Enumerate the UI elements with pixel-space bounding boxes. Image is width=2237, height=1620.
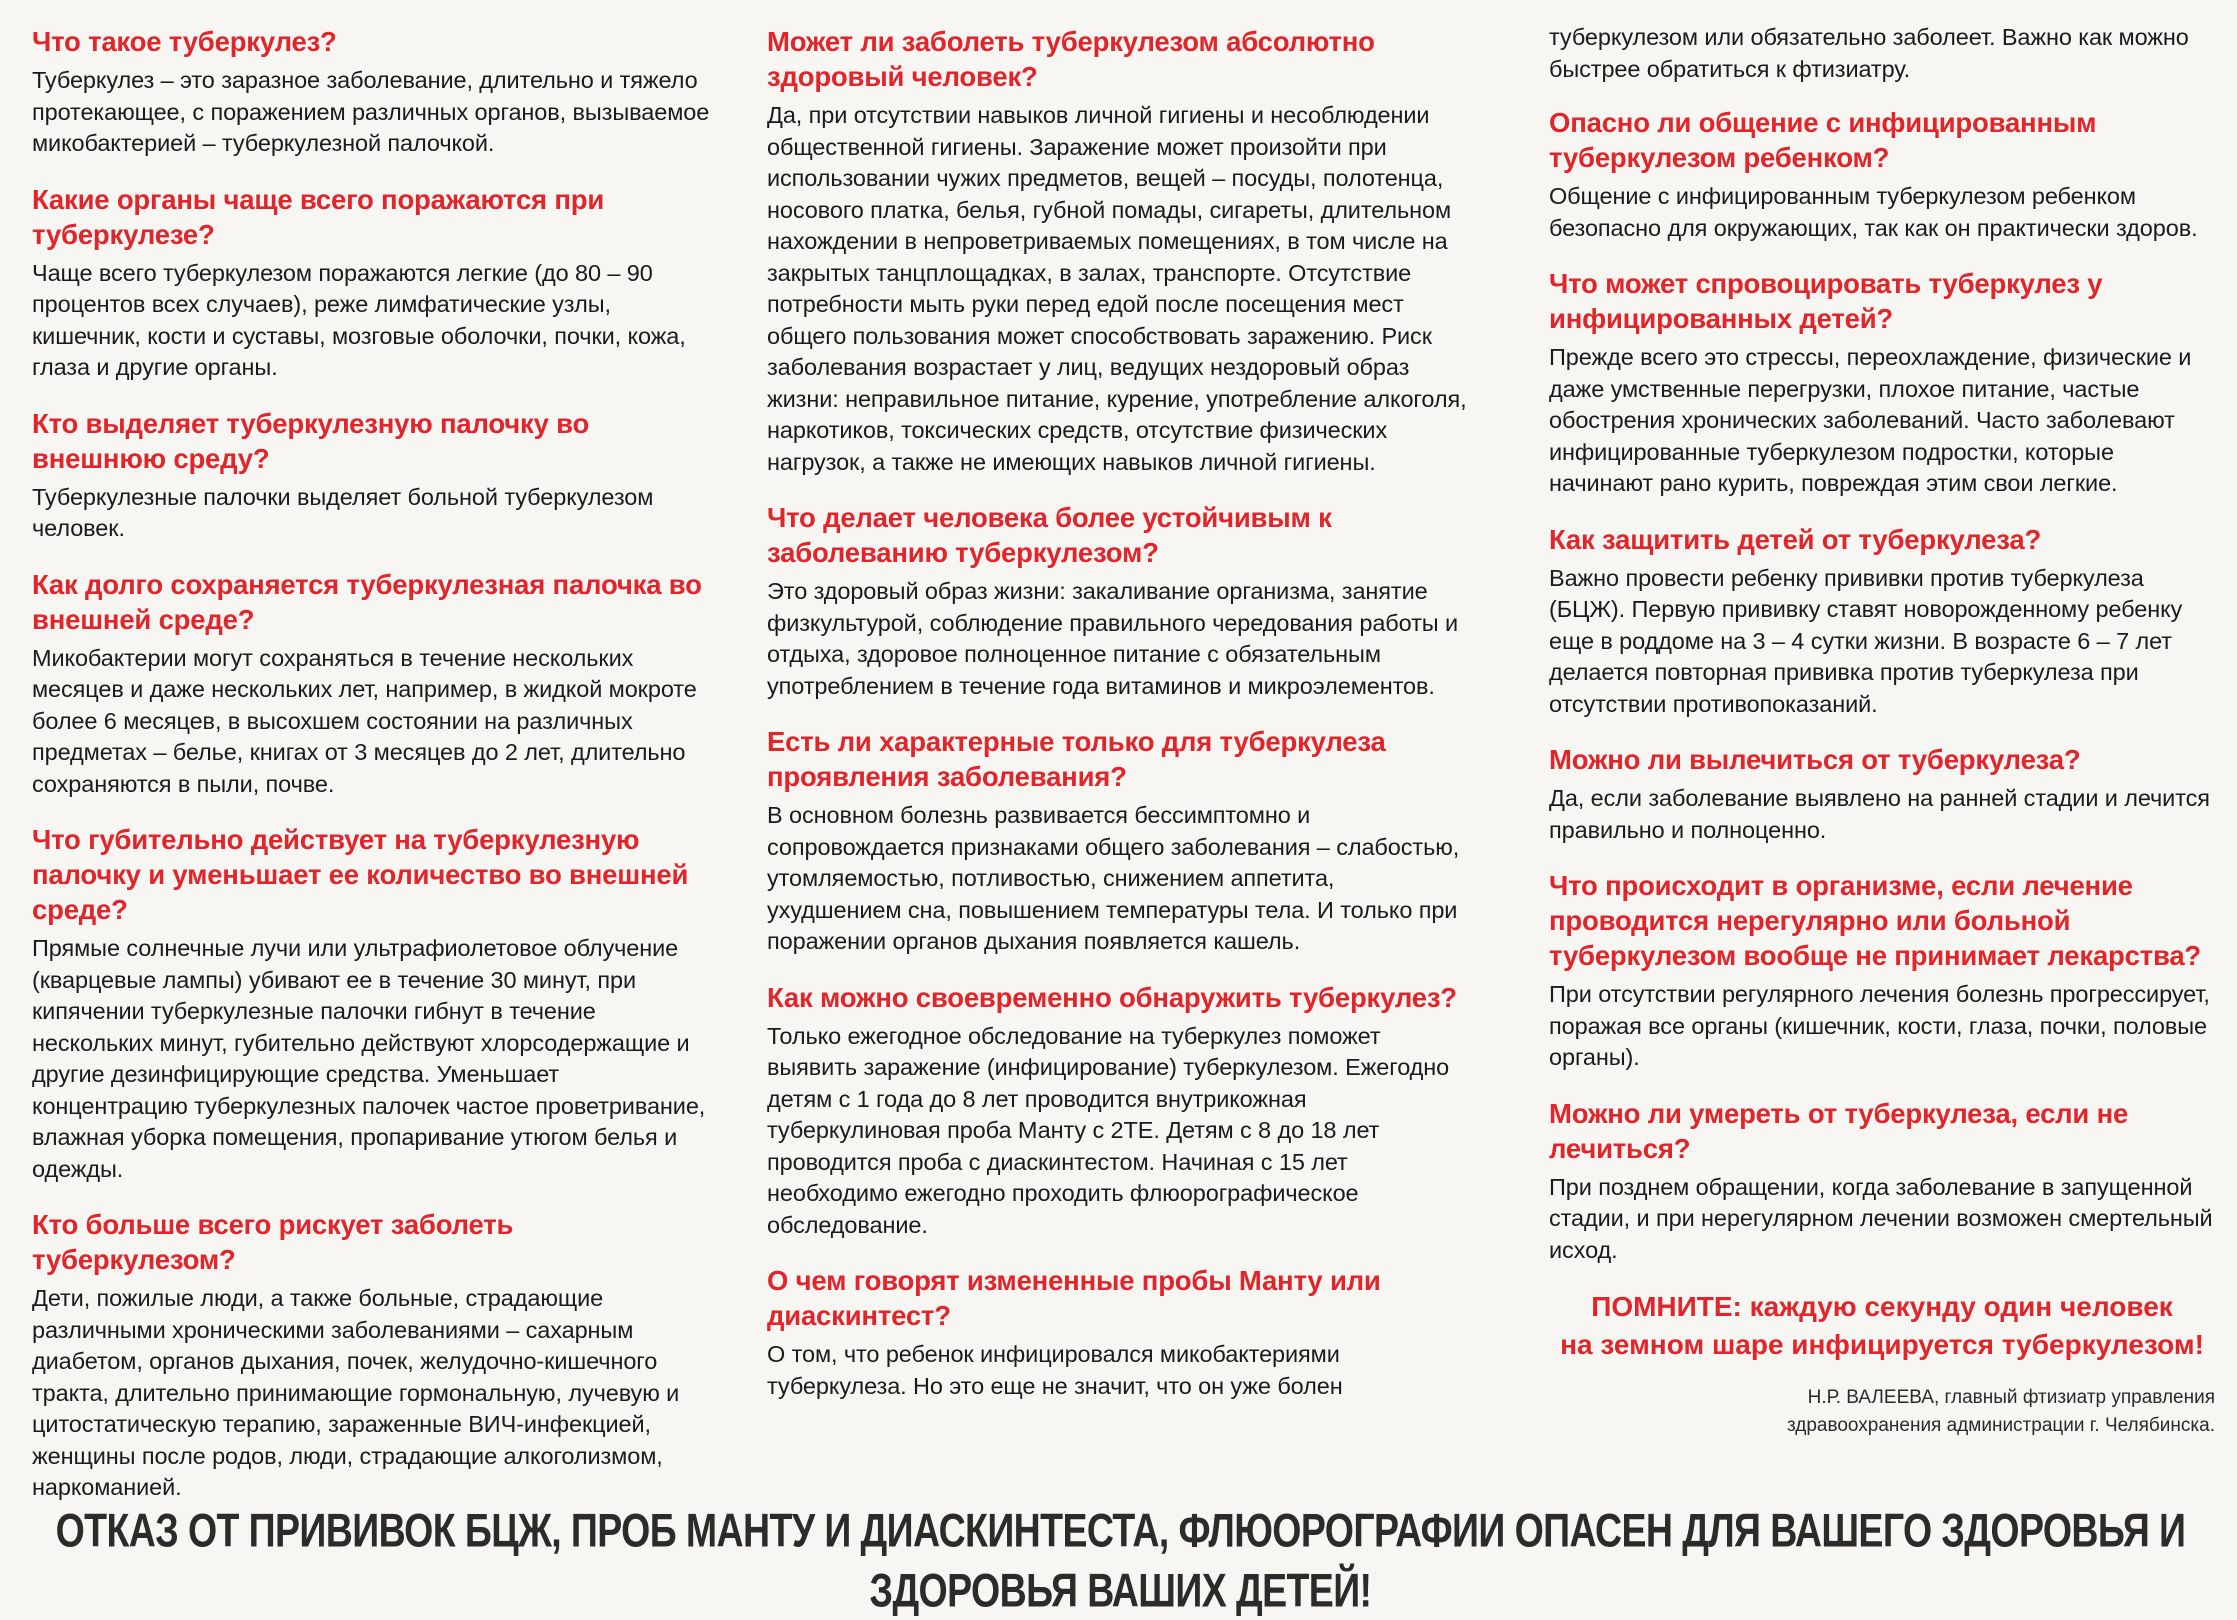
question-heading: Можно ли вылечиться от туберкулеза?	[1549, 744, 2081, 775]
answer-text: Дети, пожилые люди, а также больные, страдающие различными хроническими заболеваниями – сахарным диабетом, органов дыхания, почек, желудочно-кишечного тракта, длительно принимающие гормональную, лучевую и цитостатическую терапию, зараженные ВИЧ-инфекцией, женщины после родов, люди, страдающие алкоголизмом, наркоманией.	[32, 1285, 680, 1500]
question-heading: Есть ли характерные только для туберкулеза проявления заболевания?	[767, 726, 1386, 792]
continued-answer-text: туберкулезом или обязательно заболеет. Важно как можно быстрее обратиться к фтизиатру.	[1549, 24, 2189, 82]
qa-block	[767, 24, 1471, 478]
author-line-2: здравоохранения администрации г. Челябинска.	[1786, 1415, 2215, 1436]
question-heading: Может ли заболеть туберкулезом абсолютно здоровый человек?	[767, 26, 1375, 92]
qa-block	[767, 724, 1471, 958]
answer-text: Да, при отсутствии навыков личной гигиены и несоблюдении общественной гигиены. Заражение может произойти при использовании чужих предметов, вещей – посуды, полотенца, носового платка, белья, губной помады, сигареты, длительном нахождении в непроветриваемых помещениях, в том числе на закрытых танцплощадках, в залах, транспорте. Отсутствие потребности мыть руки перед едой после посещения мест общего пользования может способствовать заражению. Риск заболевания возрастает у лиц, ведущих нездоровый образ жизни: неправильное питание, курение, употребление алкоголя, наркотиков, токсических средств, отсутствие физических нагрузок, а также не имеющих навыков личной гигиены.	[767, 102, 1467, 475]
answer-text: Да, если заболевание выявлено на ранней стадии и лечится правильно и полноценно.	[1549, 785, 2210, 843]
qa-block	[767, 1263, 1471, 1402]
footer-warning: ОТКАЗ ОТ ПРИВИВОК БЦЖ, ПРОБ МАНТУ И ДИАСКИНТЕСТА, ФЛЮОРОГРАФИИ ОПАСЕН ДЛЯ ВАШЕГО ЗДОРОВЬЯ И ЗДОРОВЬЯ ВАШИХ ДЕТЕЙ!	[55, 1503, 2186, 1617]
column-3	[1549, 22, 2215, 1440]
qa-block	[32, 822, 712, 1185]
answer-text: Чаще всего туберкулезом поражаются легкие (до 80 – 90 процентов всех случаев), реже лимфатические узлы, кишечник, кости и суставы, мозговые оболочки, почки, кожа, глаза и другие органы.	[32, 259, 686, 380]
qa-block	[32, 24, 712, 160]
question-heading: Как долго сохраняется туберкулезная палочка во внешней среде?	[32, 568, 702, 635]
question-heading: Что такое туберкулез?	[32, 26, 337, 57]
answer-text: В основном болезнь развивается бессимптомно и сопровождается признаками общего заболевания – слабостью, утомляемостью, потливостью, снижением аппетита, ухудшением сна, повышением температуры тела. И только при поражении органов дыхания появляется кашель.	[767, 802, 1460, 954]
answer-text: Прежде всего это стрессы, переохлаждение, физические и даже умственные перегрузки, плохое питание, частые обострения хронических заболеваний. Часто заболевают инфицированные туберкулезом подростки, которые начинают рано курить, повреждая этим свои легкие.	[1549, 344, 2192, 496]
qa-block	[32, 406, 712, 545]
qa-block	[767, 500, 1471, 702]
answer-text: Микобактерии могут сохраняться в течение нескольких месяцев и даже нескольких лет, например, в жидкой мокроте более 6 месяцев, в высохшем состоянии на различных предметах – белье, книгах от 3 месяцев до 2 лет, длительно сохраняются в пыли, почве.	[32, 644, 697, 797]
qa-block	[32, 567, 712, 801]
column-2	[767, 24, 1471, 1424]
qa-block	[1549, 266, 2215, 500]
question-heading: Что может спровоцировать туберкулез у инфицированных детей?	[1549, 268, 2103, 334]
author-line-1: Н.Р. ВАЛЕЕВА, главный фтизиатр управления	[1807, 1387, 2215, 1408]
remember-line-2: на земном шаре инфицируется туберкулезом!	[1560, 1329, 2204, 1360]
author-signature	[1549, 1384, 2215, 1440]
answer-text: Туберкулез – это заразное заболевание, длительно и тяжело протекающее, с поражением различных органов, вызываемое микобактерией – туберкулезной палочкой.	[32, 67, 710, 156]
answer-text: При позднем обращении, когда заболевание в запущенной стадии, и при нерегулярном лечении возможен смертельный исход.	[1549, 1173, 2213, 1263]
remember-line-1: ПОМНИТЕ: каждую секунду один человек	[1591, 1291, 2173, 1322]
answer-text: Туберкулезные палочки выделяет больной туберкулезом человек.	[32, 483, 654, 541]
answer-text: Это здоровый образ жизни: закаливание организма, занятие физкультурой, соблюдение правильного чередования работы и отдыха, здоровое полноценное питание с обязательным употреблением в течение года витаминов и микроэлементов.	[767, 578, 1459, 699]
qa-block	[1549, 868, 2215, 1074]
answer-text: Только ежегодное обследование на туберкулез поможет выявить заражение (инфицирование) туберкулезом. Ежегодно детям с 1 года до 8 лет проводится внутрикожная туберкулиновая проба Манту с 2ТЕ. Детям с 8 до 18 лет проводится проба с диаскинтестом. Начиная с 15 лет необходимо ежегодно проходить флюорографическое обследование.	[767, 1022, 1450, 1238]
remember-notice	[1549, 1288, 2215, 1364]
question-heading: Что происходит в организме, если лечение проводится нерегулярно или больной туберкулезом вообще не принимает лекарства?	[1549, 870, 2202, 971]
question-heading: Кто выделяет туберкулезную палочку во внешнюю среду?	[32, 407, 590, 474]
question-heading: Кто больше всего рискует заболеть туберкулезом?	[32, 1209, 514, 1275]
question-heading: Какие органы чаще всего поражаются при туберкулезе?	[32, 183, 605, 250]
qa-block	[1549, 105, 2215, 244]
qa-block	[767, 980, 1471, 1242]
answer-text: При отсутствии регулярного лечения болезнь прогрессирует, поражая все органы (кишечник, кости, глаза, почки, половые органы).	[1549, 981, 2210, 1070]
question-heading: Что губительно действует на туберкулезную палочку и уменьшает ее количество во внешней среде?	[32, 824, 689, 925]
answer-text: Прямые солнечные лучи или ультрафиолетовое облучение (кварцевые лампы) убивают ее в течение 30 минут, при кипячении туберкулезные палочки гибнут в течение нескольких минут, губительно действуют хлорсодержащие и другие дезинфицирующие средства. Уменьшает концентрацию туберкулезных палочек частое проветривание, влажная уборка помещения, пропаривание утюгом белья и одежды.	[32, 935, 706, 1182]
question-heading: Опасно ли общение с инфицированным туберкулезом ребенком?	[1549, 107, 2097, 173]
answer-text: Общение с инфицированным туберкулезом ребенком безопасно для окружающих, так как он практически здоров.	[1549, 183, 2198, 241]
question-heading: Как защитить детей от туберкулеза?	[1549, 523, 2042, 555]
qa-block	[1549, 1096, 2215, 1267]
qa-block	[1549, 522, 2215, 721]
question-heading: Как можно своевременно обнаружить туберкулез?	[767, 981, 1457, 1013]
answer-text: О том, что ребенок инфицировался микобактериями туберкулеза. Но это еще не значит, что он уже болен	[767, 1341, 1343, 1399]
qa-block	[1549, 742, 2215, 846]
qa-block	[32, 182, 712, 384]
column-1	[32, 24, 712, 1526]
qa-block	[32, 1207, 712, 1504]
question-heading: О чем говорят измененные пробы Манту или диаскинтест?	[767, 1265, 1381, 1331]
question-heading: Можно ли умереть от туберкулеза, если не лечиться?	[1549, 1097, 2129, 1164]
answer-text: Важно провести ребенку прививки против туберкулеза (БЦЖ). Первую прививку ставят новорожденному ребенку еще в роддоме на 3 – 4 сутки жизни. В возрасте 6 – 7 лет делается повторная прививка против туберкулеза при отсутствии противопоказаний.	[1549, 564, 2183, 717]
question-heading: Что делает человека более устойчивым к заболеванию туберкулезом?	[767, 502, 1332, 568]
